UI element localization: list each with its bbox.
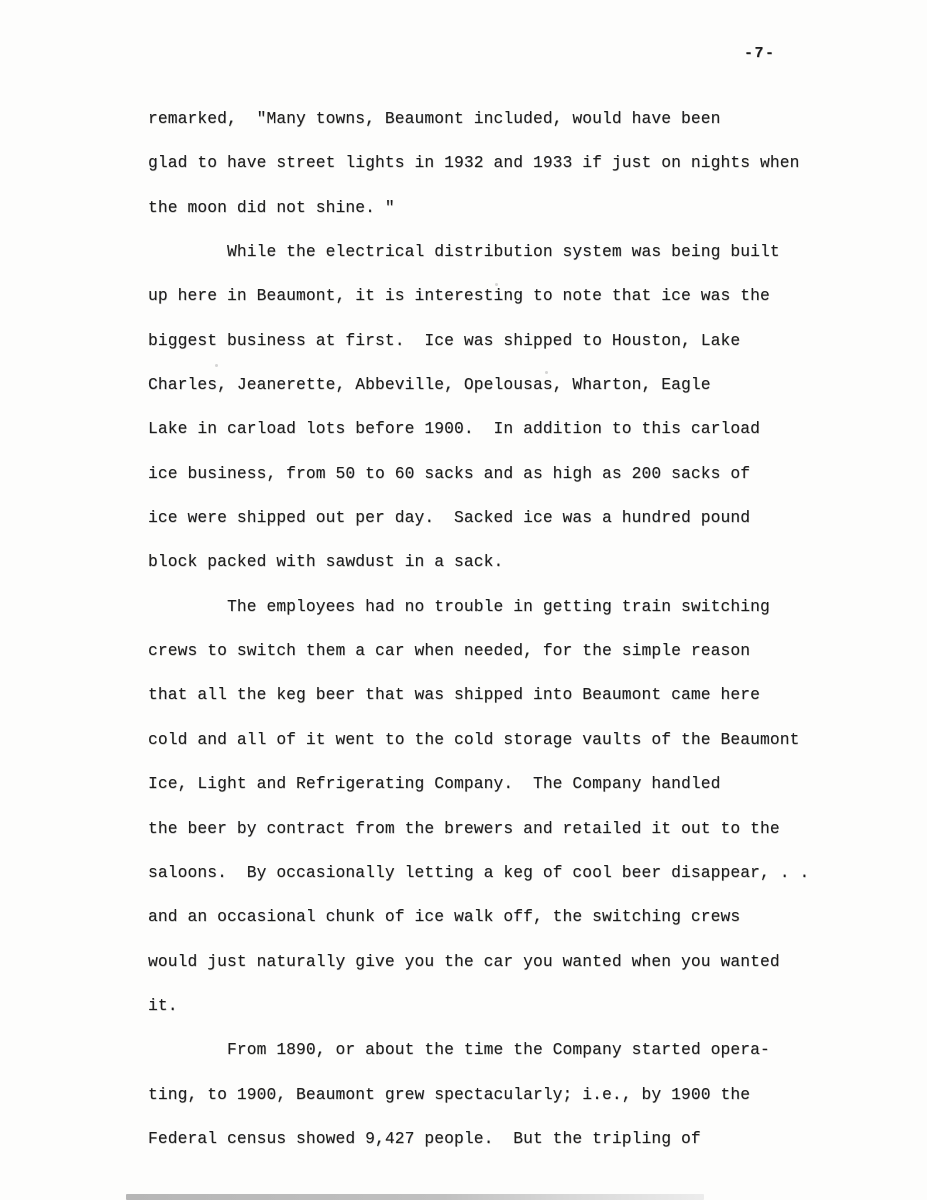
text-line: that all the keg beer that was shipped into Beaumont came here: [148, 685, 760, 705]
scan-speck-artifact: [495, 283, 498, 286]
text-line: While the electrical distribution system was being built: [148, 242, 780, 262]
text-line: biggest business at first. Ice was shipped to Houston, Lake: [148, 330, 741, 350]
text-line: ting, to 1900, Beaumont grew spectacularly; i.e., by 1900 the: [148, 1084, 751, 1104]
text-line: the beer by contract from the brewers and retailed it out to the: [148, 818, 780, 838]
text-line: and an occasional chunk of ice walk off, the switching crews: [148, 907, 741, 927]
body-text: [148, 97, 809, 1161]
scan-speck-artifact: [545, 371, 548, 374]
text-line: saloons. By occasionally letting a keg of cool beer disappear, . .: [148, 862, 810, 882]
text-line: ice business, from 50 to 60 sacks and as high as 200 sacks of: [148, 463, 751, 483]
text-line: block packed with sawdust in a sack.: [148, 552, 504, 572]
text-line: Ice, Light and Refrigerating Company. The Company handled: [148, 774, 721, 794]
text-line: ice were shipped out per day. Sacked ice was a hundred pound: [148, 508, 751, 528]
text-line: From 1890, or about the time the Company started opera-: [148, 1040, 770, 1060]
page-number: -7-: [744, 45, 776, 62]
text-line: up here in Beaumont, it is interesting to note that ice was the: [148, 286, 770, 306]
text-line: cold and all of it went to the cold storage vaults of the Beaumont: [148, 729, 800, 749]
text-line: glad to have street lights in 1932 and 1933 if just on nights when: [148, 153, 800, 173]
text-line: it.: [148, 995, 178, 1015]
scan-edge-artifact: [126, 1194, 704, 1200]
text-line: Federal census showed 9,427 people. But the tripling of: [148, 1128, 701, 1148]
text-line: would just naturally give you the car you wanted when you wanted: [148, 951, 780, 971]
text-line: the moon did not shine. ": [148, 197, 395, 217]
text-line: The employees had no trouble in getting train switching: [148, 596, 770, 616]
text-line: Lake in carload lots before 1900. In addition to this carload: [148, 419, 760, 439]
scan-speck-artifact: [215, 364, 218, 367]
text-line: remarked, "Many towns, Beaumont included, would have been: [148, 109, 721, 128]
text-line: crews to switch them a car when needed, for the simple reason: [148, 641, 751, 661]
text-line: Charles, Jeanerette, Abbeville, Opelousas, Wharton, Eagle: [148, 375, 711, 395]
